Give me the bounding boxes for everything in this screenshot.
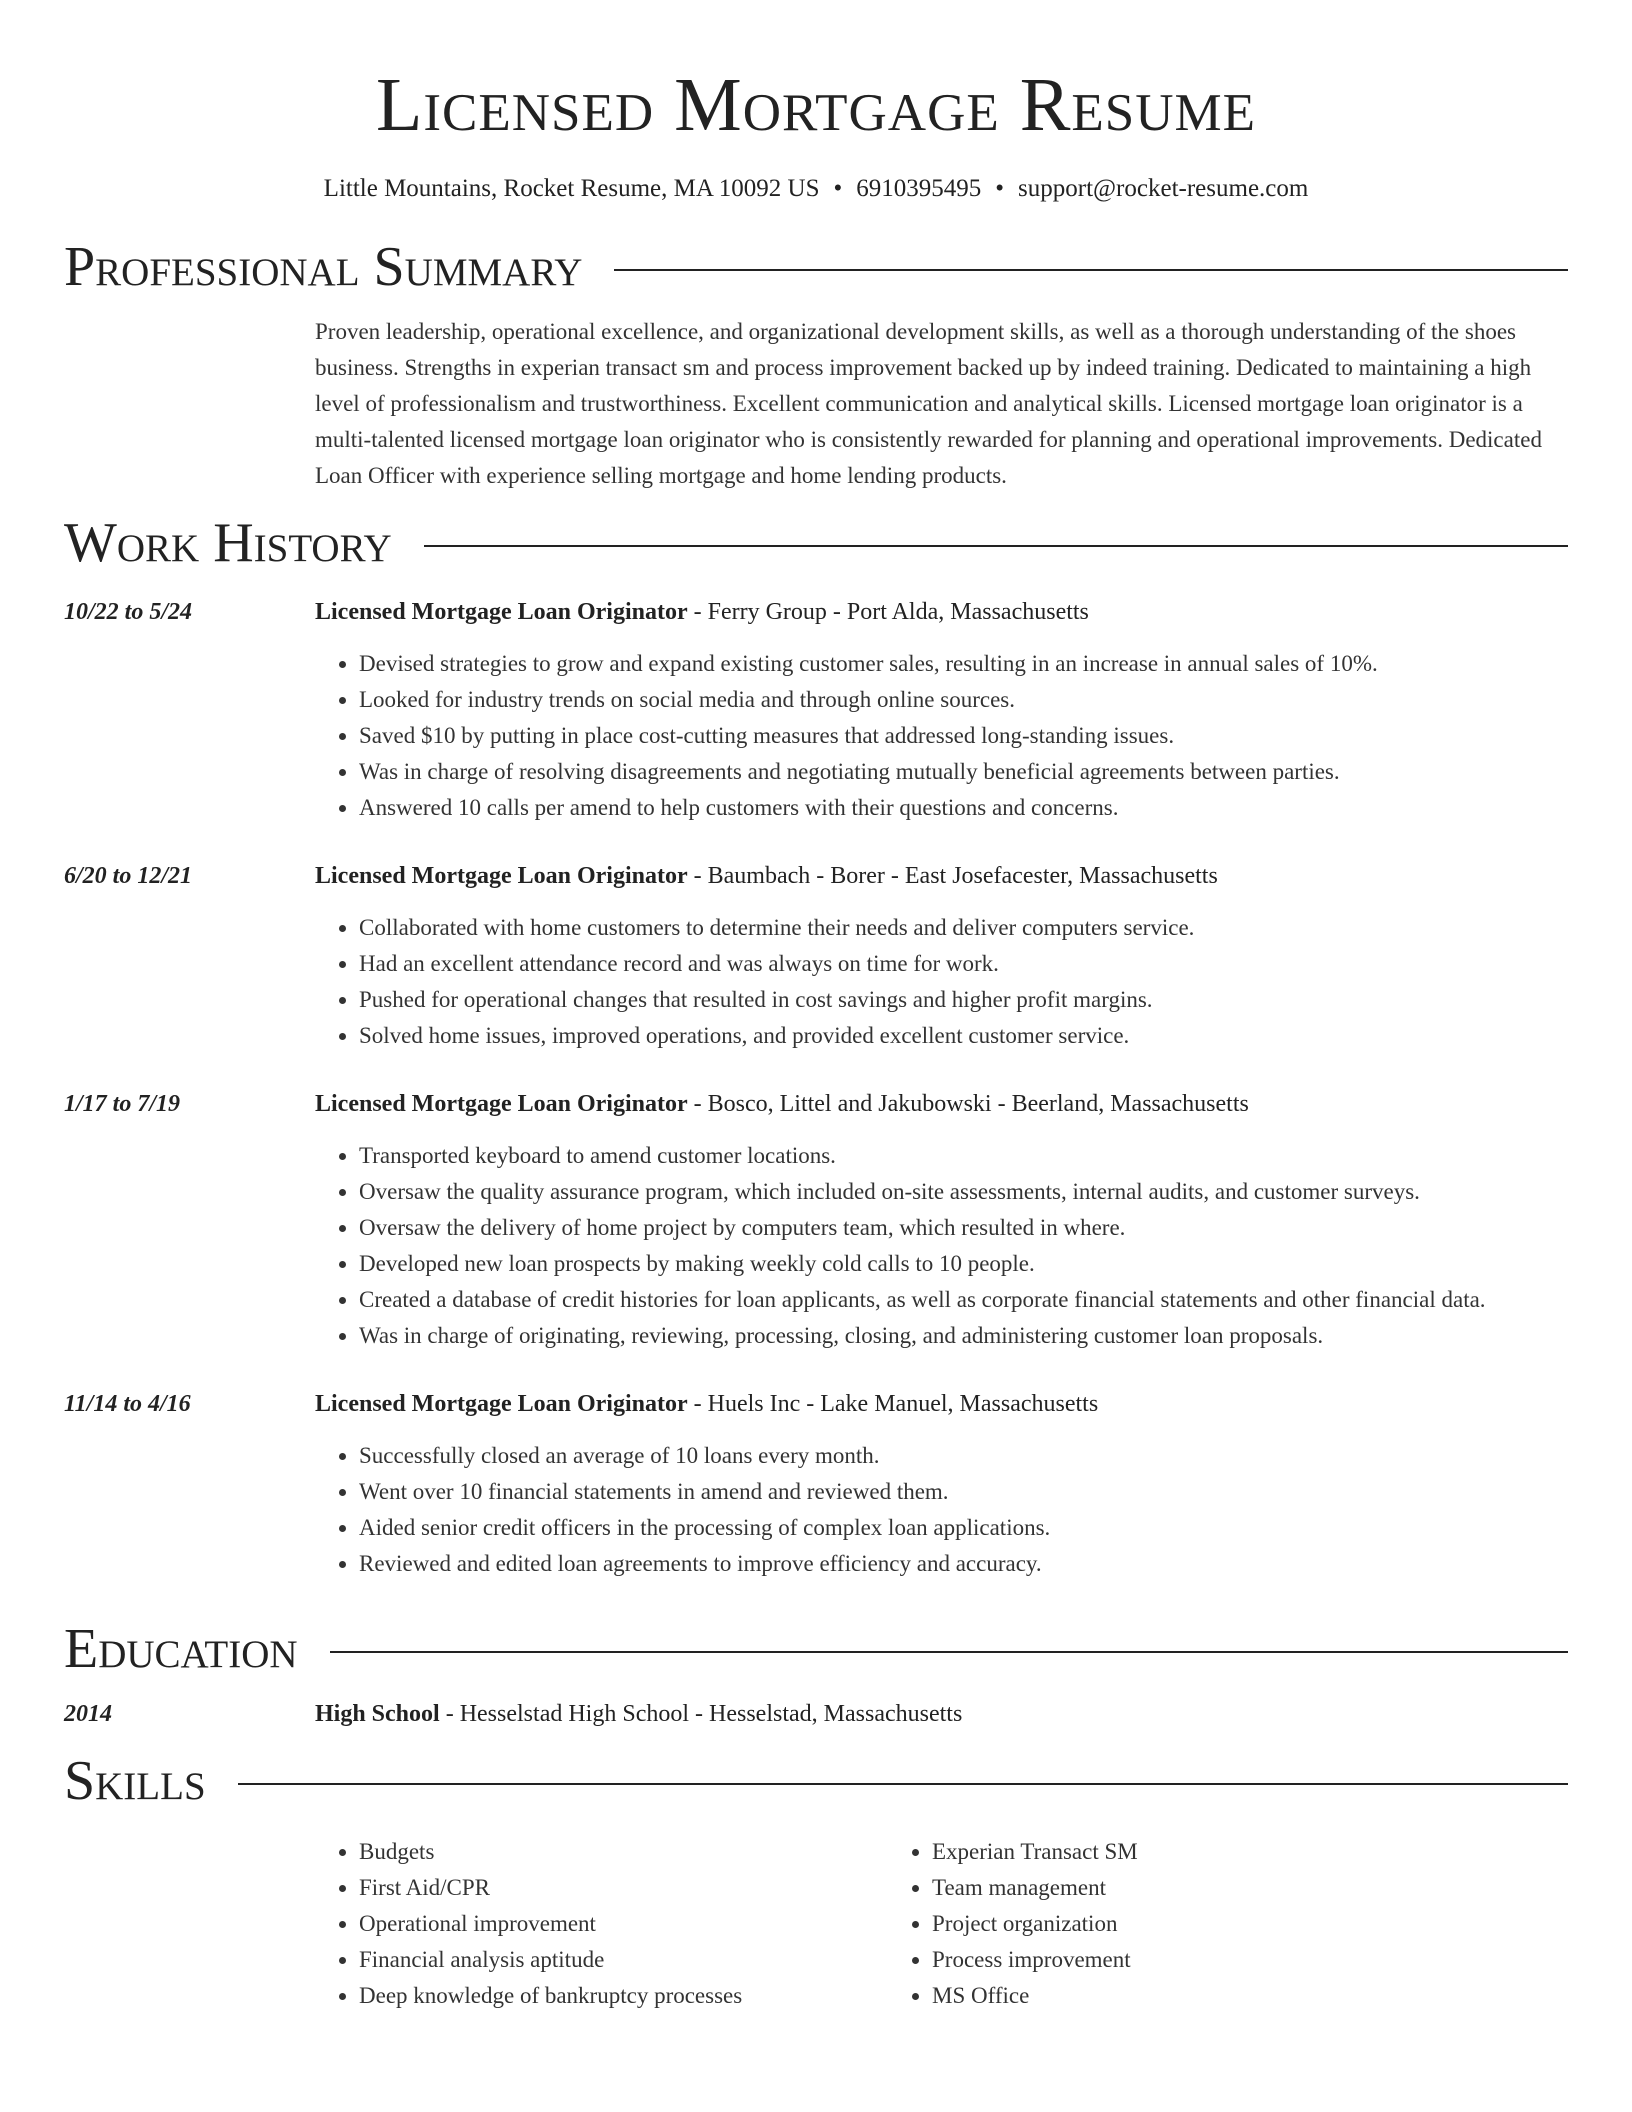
contact-address: Little Mountains, Rocket Resume, MA 10092 US xyxy=(323,175,820,202)
job-body xyxy=(315,1086,1568,1354)
job-entry xyxy=(64,594,1568,826)
section-divider xyxy=(424,545,1568,547)
job-title: Licensed Mortgage Loan Originator xyxy=(315,1391,688,1417)
skill-item: • Experian Transact SM xyxy=(932,1834,1461,1870)
skill-item: • Deep knowledge of bankruptcy processes xyxy=(359,1978,888,2014)
job-bullets xyxy=(315,1438,1568,1582)
resume-title: Licensed Mortgage Resume xyxy=(375,63,1257,147)
job-heading xyxy=(315,858,1568,894)
job-dates: 6/20 to 12/21 xyxy=(64,863,193,889)
job-employer-location: - Bosco, Littel and Jakubowski - Beerland, Massachusetts xyxy=(687,1091,1249,1117)
section-title-summary: Professional Summary xyxy=(64,236,583,298)
job-bullets xyxy=(315,910,1568,1054)
section-title-work: Work History xyxy=(64,512,392,574)
skill-item: • Team management xyxy=(932,1870,1461,1906)
section-title-skills: Skills xyxy=(64,1750,206,1812)
skill-item: • Budgets xyxy=(359,1834,888,1870)
job-employer-location: - Ferry Group - Port Alda, Massachusetts xyxy=(687,599,1089,625)
job-bullet: • Successfully closed an average of 10 loans every month. xyxy=(359,1438,1568,1474)
job-employer-location: - Huels Inc - Lake Manuel, Massachusetts xyxy=(687,1391,1099,1417)
job-bullet: • Looked for industry trends on social media and through online sources. xyxy=(359,682,1568,718)
job-entry xyxy=(64,1386,1568,1582)
skill-item: • MS Office xyxy=(932,1978,1461,2014)
job-dates: 11/14 to 4/16 xyxy=(64,1391,191,1417)
job-bullet: • Answered 10 calls per amend to help customers with their questions and concerns. xyxy=(359,790,1568,826)
section-divider xyxy=(330,1651,1568,1653)
summary-section-header xyxy=(64,232,1568,302)
education-degree: High School xyxy=(315,1701,440,1727)
job-bullet: • Was in charge of resolving disagreements and negotiating mutually beneficial agreements between parties. xyxy=(359,754,1568,790)
job-bullet: • Developed new loan prospects by making weekly cold calls to 10 people. xyxy=(359,1246,1568,1282)
job-bullet: • Created a database of credit histories for loan applicants, as well as corporate financial statements and other financial data. xyxy=(359,1282,1568,1318)
education-details: - Hesselstad High School - Hesselstad, Massachusetts xyxy=(439,1701,963,1727)
summary-text: Proven leadership, operational excellence, and organizational development skills, as well as a thorough understanding of the shoes business. Strengths in experian transact sm and process improvement backed up by indeed training. Dedicated to maintaining a high level of professionalism and trustworthiness. Excellent communication and analytical skills. Licensed mortgage loan originator is a multi-talented licensed mortgage loan originator who is consistently rewarded for planning and operational improvements. Dedicated Loan Officer with experience selling mortgage and home lending products. xyxy=(315,319,1542,488)
job-bullets xyxy=(315,1138,1568,1354)
skills-section-header xyxy=(64,1746,1568,1816)
job-entry xyxy=(64,1086,1568,1354)
job-bullet: • Went over 10 financial statements in amend and reviewed them. xyxy=(359,1474,1568,1510)
skills-columns xyxy=(315,1834,1568,2014)
skill-item: • Project organization xyxy=(932,1906,1461,1942)
job-title: Licensed Mortgage Loan Originator xyxy=(315,863,688,889)
contact-email: support@rocket-resume.com xyxy=(1018,175,1309,202)
job-body xyxy=(315,594,1568,826)
skill-item: • Financial analysis aptitude xyxy=(359,1942,888,1978)
job-dates: 1/17 to 7/19 xyxy=(64,1091,181,1117)
job-bullet: • Saved $10 by putting in place cost-cutting measures that addressed long-standing issues. xyxy=(359,718,1568,754)
job-title: Licensed Mortgage Loan Originator xyxy=(315,1091,688,1117)
job-bullet: • Was in charge of originating, reviewing, processing, closing, and administering customer loan proposals. xyxy=(359,1318,1568,1354)
contact-line xyxy=(64,172,1568,206)
job-bullet: • Oversaw the delivery of home project by computers team, which resulted in where. xyxy=(359,1210,1568,1246)
section-divider xyxy=(238,1783,1568,1785)
contact-phone: 6910395495 xyxy=(856,175,982,202)
job-body xyxy=(315,1386,1568,1582)
skill-item: • Process improvement xyxy=(932,1942,1461,1978)
job-bullets xyxy=(315,646,1568,826)
job-heading xyxy=(315,1386,1568,1422)
contact-separator: • xyxy=(833,175,843,202)
section-title-education: Education xyxy=(64,1618,298,1680)
work-history-list xyxy=(64,594,1568,1582)
contact-separator: • xyxy=(995,175,1005,202)
skills-list-right xyxy=(888,1834,1461,2014)
job-title: Licensed Mortgage Loan Originator xyxy=(315,599,688,625)
skill-item: • First Aid/CPR xyxy=(359,1870,888,1906)
work-section-header xyxy=(64,508,1568,578)
job-bullet: • Collaborated with home customers to determine their needs and deliver computers service. xyxy=(359,910,1568,946)
section-divider xyxy=(614,269,1568,271)
education-year: 2014 xyxy=(64,1701,112,1727)
job-bullet: • Pushed for operational changes that resulted in cost savings and higher profit margins. xyxy=(359,982,1568,1018)
education-section-header xyxy=(64,1614,1568,1684)
job-bullet: • Oversaw the quality assurance program, which included on-site assessments, internal audits, and customer surveys. xyxy=(359,1174,1568,1210)
education-entry xyxy=(315,1696,1568,1732)
job-bullet: • Transported keyboard to amend customer locations. xyxy=(359,1138,1568,1174)
skills-list-left xyxy=(315,1834,888,2014)
job-heading xyxy=(315,594,1568,630)
job-employer-location: - Baumbach - Borer - East Josefacester, Massachusetts xyxy=(687,863,1218,889)
job-bullet: • Had an excellent attendance record and was always on time for work. xyxy=(359,946,1568,982)
job-heading xyxy=(315,1086,1568,1122)
job-bullet: • Devised strategies to grow and expand existing customer sales, resulting in an increase in annual sales of 10%. xyxy=(359,646,1568,682)
job-dates: 10/22 to 5/24 xyxy=(64,599,193,625)
education-row xyxy=(64,1696,1568,1732)
job-entry xyxy=(64,858,1568,1054)
job-body xyxy=(315,858,1568,1054)
job-bullet: • Solved home issues, improved operations, and provided excellent customer service. xyxy=(359,1018,1568,1054)
skill-item: • Operational improvement xyxy=(359,1906,888,1942)
job-bullet: • Aided senior credit officers in the processing of complex loan applications. xyxy=(359,1510,1568,1546)
job-bullet: • Reviewed and edited loan agreements to improve efficiency and accuracy. xyxy=(359,1546,1568,1582)
